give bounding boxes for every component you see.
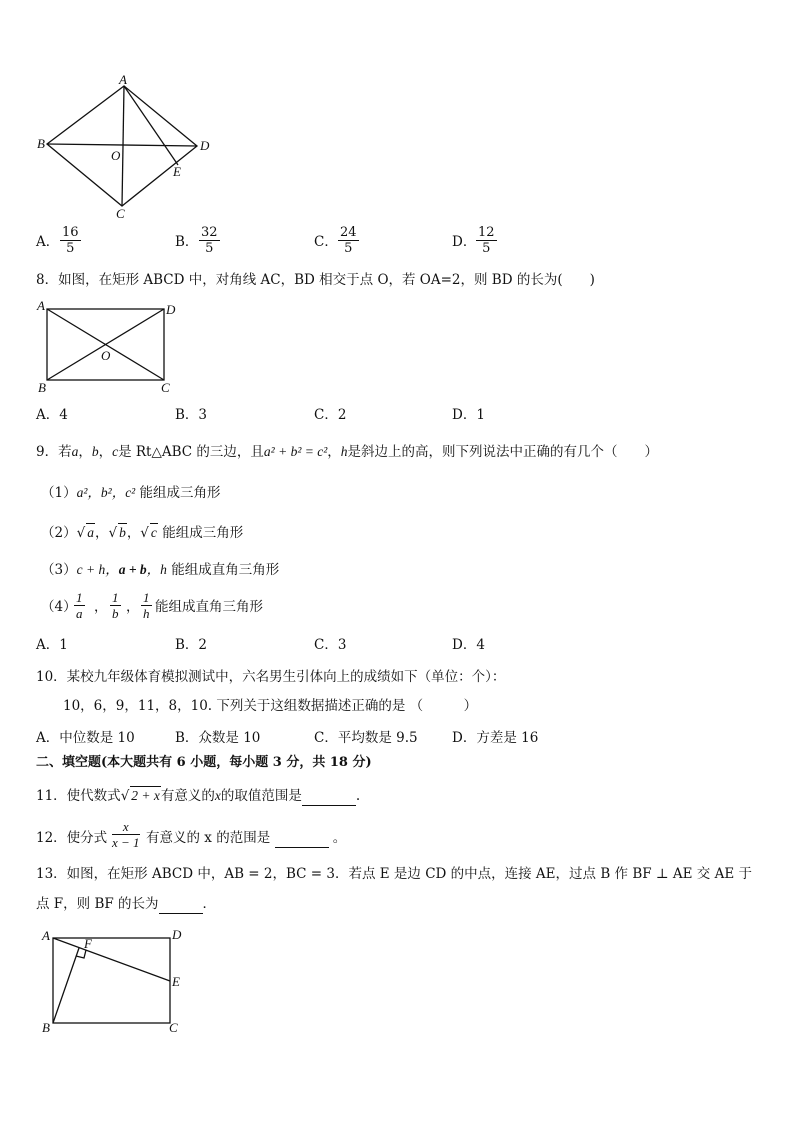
fig7-label-a: A <box>119 72 127 87</box>
fig13-label-e: E <box>172 974 180 989</box>
q7-option-b-fraction: $\frac{32}{5}$ <box>201 225 218 256</box>
q13-line2: 点 F，则 BF 的长为 ． <box>36 896 217 912</box>
q12-pre: 12．使分式 <box>36 830 108 846</box>
fig13-label-d: D <box>172 927 182 942</box>
fig7-label-d: D <box>200 138 210 153</box>
fig7-label-b: B <box>37 136 45 151</box>
q7-option-d-fraction: $\frac{12}{5}$ <box>478 225 495 256</box>
q12-post: 有意义的 x 的范围是 。 <box>146 830 347 846</box>
fig7-label-e: E <box>173 164 181 179</box>
q8-option-c: C．2 <box>314 407 347 423</box>
q7-option-c-fraction: $\frac{24}{5}$ <box>340 225 357 256</box>
q7-option-d-letter: D． <box>452 234 477 250</box>
section-title: 二、填空题(本大题共有 6 小题，每小题 3 分，共 18 分) <box>36 755 372 770</box>
q7-option-c-letter: C． <box>314 234 338 250</box>
q9-statement-1: （1）a²，b²，c² 能组成三角形 <box>41 485 221 501</box>
q9-statement-4-num: （4） <box>41 599 77 615</box>
q9-s4-frac-h: $\frac{1}{h}$ <box>143 590 150 621</box>
q10-stem: 10．某校九年级体育模拟测试中，六名男生引体向上的成绩如下（单位：个）： <box>36 669 506 685</box>
fig8-label-b: B <box>38 380 46 395</box>
fig8-label-a: A <box>37 298 45 313</box>
fig13-label-b: B <box>42 1020 50 1035</box>
fig8-label-d: D <box>166 302 176 317</box>
q9-statement-4-text: 能组成直角三角形 <box>155 599 263 615</box>
q9-s4-frac-a: $\frac{1}{a}$ <box>76 590 83 621</box>
q9-s4-frac-b: $\frac{1}{b}$ <box>112 590 119 621</box>
fig8-label-o: O <box>101 348 111 363</box>
q12-fraction: $\frac{x}{x - 1}$ <box>112 819 140 850</box>
fig8-label-c: C <box>161 380 170 395</box>
q9-statement-3: （3）c + h，a + b，h 能组成直角三角形 <box>41 562 280 578</box>
q7-option-a-fraction: $\frac{16}{5}$ <box>62 225 79 256</box>
q11: 11．使代数式√ 2 + x有意义的x的取值范围是 . <box>36 788 361 804</box>
q8-stem: 8．如图，在矩形 ABCD 中，对角线 AC，BD 相交于点 O，若 OA=2，则 BD 的长为( ) <box>36 272 595 288</box>
q9-option-b: B．2 <box>175 637 208 653</box>
q8-option-a: A．4 <box>36 407 68 423</box>
fig13-label-f: F <box>84 936 92 951</box>
q10-option-a: A．中位数是 10 <box>36 730 135 746</box>
q10-option-b: B．众数是 10 <box>175 730 261 746</box>
q9-option-c: C．3 <box>314 637 347 653</box>
q13-line1: 13．如图，在矩形 ABCD 中，AB = 2，BC = 3．若点 E 是边 CD 的中点，连接 AE，过点 B 作 BF ⊥ AE 交 AE 于 <box>36 866 752 882</box>
q9-stem: 9．若a，b，c是 Rt△ABC 的三边，且a² + b² = c²，h是斜边上的高，则下列说法中正确的有几个（ ） <box>36 444 659 460</box>
q8-option-b: B．3 <box>175 407 208 423</box>
fig7-label-c: C <box>116 206 125 221</box>
q9-statement-2: （2）√ a，√ b，√ c 能组成三角形 <box>41 525 244 541</box>
q10-line2: 10，6，9，11，8，10. 下列关于这组数据描述正确的是 （ ） <box>63 698 478 714</box>
q8-option-d: D．1 <box>452 407 485 423</box>
fig13-label-c: C <box>169 1020 178 1035</box>
q10-option-c: C．平均数是 9.5 <box>314 730 418 746</box>
q10-option-d: D．方差是 16 <box>452 730 539 746</box>
q7-option-b-letter: B． <box>175 234 199 250</box>
q9-option-a: A．1 <box>36 637 68 653</box>
fig7-label-o: O <box>111 148 121 163</box>
q9-option-d: D．4 <box>452 637 485 653</box>
fig13-label-a: A <box>42 928 50 943</box>
q7-option-a-letter: A． <box>36 234 60 250</box>
